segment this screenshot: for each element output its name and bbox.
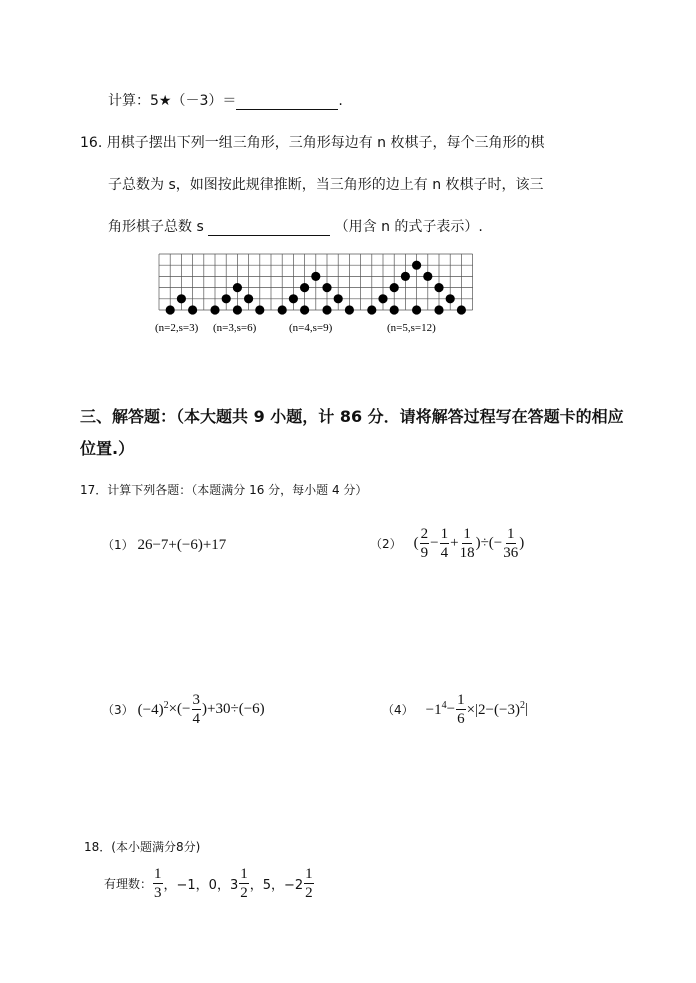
q18-frac2 <box>239 866 249 901</box>
q17-p2-frac4 <box>503 526 518 561</box>
q17-p3-frac <box>192 692 202 727</box>
q17-p3-b: ×(− <box>168 701 191 717</box>
q17-p1-expr: 26−7+(−6)+17 <box>137 537 227 553</box>
chess-piece-dot-4 <box>367 305 376 314</box>
q18-f2-num: 1 <box>240 866 248 882</box>
q17-p3-a <box>138 700 169 719</box>
q17-p3-a-base: (−4) <box>137 702 164 718</box>
q17-p4-c-base: ×|2−(−3) <box>466 702 520 718</box>
q17-p4-b: − <box>446 701 456 717</box>
q17-p2-op1: − <box>430 535 439 551</box>
chess-piece-dot-3 <box>278 305 287 314</box>
q17-p2-op3: )÷(− <box>475 535 503 551</box>
chess-piece-dot-4 <box>434 283 443 292</box>
chess-piece-dot-4 <box>401 272 410 281</box>
chess-piece-dot-4 <box>434 305 443 314</box>
q17-p4-f-num: 1 <box>457 692 465 708</box>
q16-answer-blank[interactable] <box>208 219 330 236</box>
q17-p3-f-den: 4 <box>192 711 201 727</box>
q17-p4-c-exp: 2 <box>519 700 525 711</box>
chess-piece-dot-4 <box>423 272 432 281</box>
chess-piece-dot-4 <box>457 305 466 314</box>
q17-p4-c <box>467 700 525 719</box>
q17-p2-f1-num: 2 <box>420 526 429 542</box>
chess-piece-dot-2 <box>210 305 219 314</box>
chess-piece-dot-3 <box>322 305 331 314</box>
q16-text-line1: 用棋子摆出下列一组三角形，三角形每边有 n 枚棋子，每个三角形的棋 <box>106 135 545 151</box>
q18-label: 有理数： <box>104 877 153 891</box>
q16-number: 16. <box>80 135 103 151</box>
chess-piece-dot-3 <box>300 305 309 314</box>
q17-part3 <box>102 692 265 727</box>
q17-p2-frac2 <box>440 526 450 561</box>
q17-p3-f-num: 3 <box>192 692 201 708</box>
q16-line1 <box>80 132 545 152</box>
chess-piece-dot-3 <box>311 272 320 281</box>
q17-p4-frac <box>456 692 466 727</box>
q18-f3-den: 2 <box>305 885 313 901</box>
q17-p3-label: （3） <box>102 703 134 717</box>
chess-piece-dot-1 <box>166 305 175 314</box>
chess-piece-dot-3 <box>289 294 298 303</box>
q18-mid: ，−1，0，3 <box>163 878 239 893</box>
q16-line3 <box>108 216 483 236</box>
q18-f2-den: 2 <box>240 885 248 901</box>
q17-p2-frac1 <box>420 526 430 561</box>
q17-p2-f4-num: 1 <box>507 526 515 542</box>
section3-heading-line1: 三、解答题：（本大题共 9 小题，计 86 分．请将解答过程写在答题卡的相应 <box>80 407 624 426</box>
q17-p3-c: )+30÷(−6) <box>202 701 265 717</box>
q17-p4-label: （4） <box>382 703 414 717</box>
q17-p2-label: （2） <box>370 537 402 551</box>
figure-caption-2: (n=3,s=6) <box>213 322 257 334</box>
chess-piece-dot-4 <box>390 305 399 314</box>
q17-p2-open: ( <box>413 535 419 551</box>
q17-p2-f3-num: 1 <box>463 526 471 542</box>
chess-piece-dot-3 <box>300 283 309 292</box>
q17-p1-label: （1） <box>102 538 134 552</box>
q17-p4-a-exp: 4 <box>441 700 447 711</box>
q17-p2-f2-num: 1 <box>440 526 449 542</box>
q17-p4-a-base: −1 <box>425 702 442 718</box>
chess-piece-dot-2 <box>255 305 264 314</box>
chess-piece-dot-2 <box>222 294 231 303</box>
q17-part2 <box>370 526 524 561</box>
q17-p2-close: ) <box>519 535 525 551</box>
q15-tail <box>108 90 343 110</box>
q18-f3-num: 1 <box>305 866 313 882</box>
q18-mid2: ，5，−2 <box>249 878 304 893</box>
chess-piece-dot-4 <box>412 305 421 314</box>
q15-suffix: . <box>338 93 343 109</box>
q17-part1 <box>102 536 226 554</box>
q18-f1-num: 1 <box>154 866 162 882</box>
q17-part4 <box>382 692 528 727</box>
q17-p3-a-exp: 2 <box>163 700 169 711</box>
chess-piece-dot-2 <box>244 294 253 303</box>
chess-piece-dot-3 <box>334 294 343 303</box>
chess-piece-dot-2 <box>233 283 242 292</box>
chess-piece-dot-4 <box>378 294 387 303</box>
q15-answer-blank[interactable] <box>236 93 338 110</box>
chess-piece-dot-3 <box>345 305 354 314</box>
q17-p2-op2: + <box>450 535 459 551</box>
figure-grid <box>159 254 473 310</box>
q17-p2-f3-den: 18 <box>459 545 475 561</box>
section3-heading-line2: 位置.） <box>80 439 135 458</box>
q15-prefix: 计算：5★（－3）＝ <box>108 93 237 109</box>
q16-line3-prefix: 角形棋子总数 s <box>108 219 204 235</box>
figure-caption-1: (n=2,s=3) <box>155 322 199 334</box>
q18-header: 18．(本小题满分8分) <box>84 840 201 854</box>
q18-frac3 <box>304 866 314 901</box>
chess-piece-dot-4 <box>446 294 455 303</box>
q17-p2-f1-den: 9 <box>420 545 429 561</box>
chess-piece-dot-2 <box>233 305 242 314</box>
q17-p2-f2-den: 4 <box>440 545 449 561</box>
q17-p2-frac3 <box>460 526 475 561</box>
q17-p4-a <box>426 700 447 719</box>
q17-p4-f-den: 6 <box>457 711 465 727</box>
chess-piece-dot-4 <box>390 283 399 292</box>
q18-rationals <box>104 866 315 901</box>
chess-triangle-figure <box>155 252 475 340</box>
figure-caption-3: (n=4,s=9) <box>289 322 333 334</box>
chess-piece-dot-1 <box>177 294 186 303</box>
q18-frac1 <box>153 866 163 901</box>
q17-p2-f4-den: 36 <box>503 545 519 561</box>
q16-line2: 子总数为 s，如图按此规律推断，当三角形的边上有 n 枚棋子时，该三 <box>108 177 544 193</box>
q17-header: 17．计算下列各题：（本题满分 16 分，每小题 4 分） <box>80 483 368 497</box>
chess-piece-dot-1 <box>188 305 197 314</box>
q17-p4-d: | <box>524 701 528 717</box>
chess-piece-dot-4 <box>412 261 421 270</box>
figure-caption-4: (n=5,s=12) <box>387 322 436 334</box>
q18-f1-den: 3 <box>154 885 162 901</box>
chess-piece-dot-3 <box>322 283 331 292</box>
q16-line3-suffix: （用含 n 的式子表示）. <box>334 219 483 235</box>
